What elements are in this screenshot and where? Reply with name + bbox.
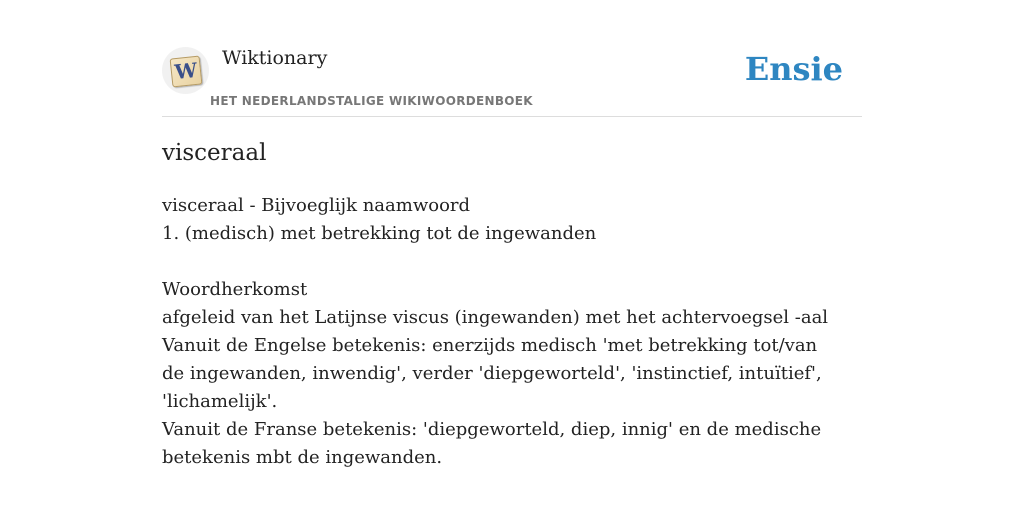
word-class: visceraal - Bijvoeglijk naamwoord — [162, 195, 471, 216]
page-title: visceraal — [162, 140, 267, 166]
wiktionary-logo-icon: W — [170, 56, 203, 88]
site-header — [162, 44, 862, 117]
ensie-brand-link[interactable]: Ensie — [744, 50, 843, 88]
etymology-heading: Woordherkomst — [162, 279, 308, 300]
site-tagline: HET NEDERLANDSTALIGE WIKIWOORDENBOEK — [210, 94, 533, 108]
spacer — [162, 248, 842, 276]
etymology-line: Vanuit de Franse betekenis: 'diepgeworteld, diep, innig' en de medische betekenis mbt de ingewanden. — [162, 419, 822, 468]
etymology-line: Vanuit de Engelse betekenis: enerzijds medisch 'met betrekking tot/van de ingewanden, inwendig', verder 'diepgeworteld', 'instinctief, intuïtief', 'lichamelijk'. — [162, 335, 822, 412]
site-name[interactable]: Wiktionary — [222, 47, 328, 69]
entry-content — [162, 192, 842, 472]
wiktionary-logo[interactable] — [162, 47, 209, 94]
definition: 1. (medisch) met betrekking tot de ingewanden — [162, 223, 597, 244]
etymology-line: afgeleid van het Latijnse viscus (ingewanden) met het achtervoegsel -aal — [162, 307, 829, 328]
